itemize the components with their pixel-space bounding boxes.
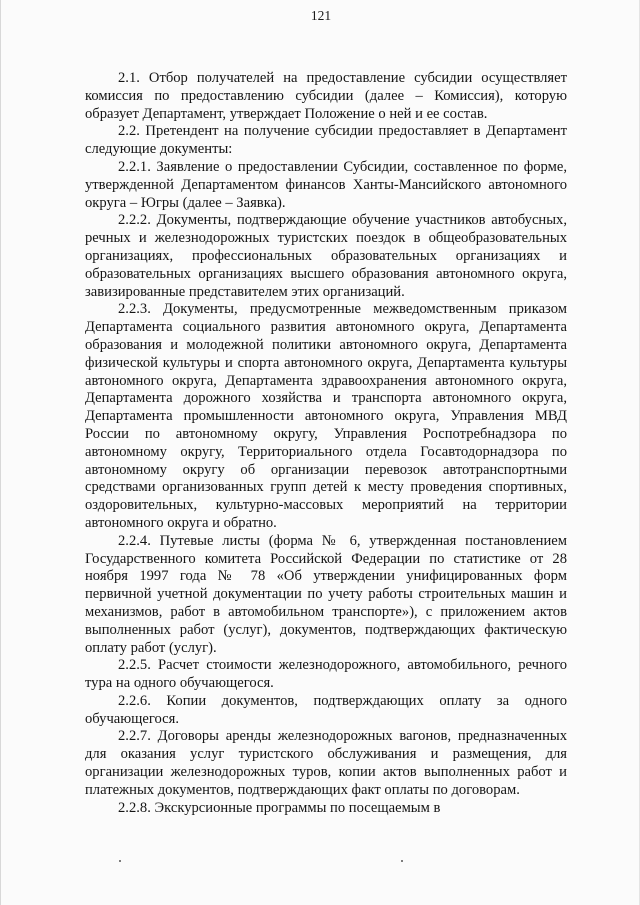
- paragraph-2-2-2: 2.2.2. Документы, подтверждающие обучение участников автобусных, речных и железнодорожных туристских поездок в общеобразовательных организациях, профессиональных образовательных организациях и образовательных организациях высшего образования автономного округа, завизированные представителем этих организаций.: [85, 212, 567, 300]
- paragraph-2-2-8: 2.2.8. Экскурсионные программы по посещаемым в: [118, 799, 441, 816]
- paragraph-2-2: 2.2. Претендент на получение субсидии предоставляет в Департамент следующие документы:: [85, 123, 567, 158]
- paragraph-2-2-7: 2.2.7. Договоры аренды железнодорожных вагонов, предназначенных для оказания услуг туристского обслуживания и размещения, для организации железнодорожных туров, копии актов выполненных работ и платежных документов, подтверждающих факт оплаты по договорам.: [85, 728, 567, 798]
- scan-speck: [401, 860, 403, 862]
- document-body: [85, 70, 567, 817]
- paragraph-2-2-4: 2.2.4. Путевые листы (форма № 6, утвержденная постановлением Государственного комитета Российской Федерации по статистике от 28 ноября 1997 года № 78 «Об утверждении унифицированных форм первичной учетной документации по учету работы строительных машин и механизмов, работ в автомобильном транспорте»), с приложением актов выполненных работ (услуг), документов, подтверждающих фактическую оплату работ (услуг).: [85, 532, 567, 656]
- paragraph-2-2-1: 2.2.1. Заявление о предоставлении Субсидии, составленное по форме, утвержденной Департаментом финансов Ханты-Мансийского автономного округа – Югры (далее – Заявка).: [85, 158, 567, 211]
- paragraph-2-2-3: 2.2.3. Документы, предусмотренные межведомственным приказом Департамента социального развития автономного округа, Департамента образования и молодежной политики автономного округа, Департамента физической культуры и спорта автономного округа, Департамента культуры автономного округа, Департамента здравоохранения автономного округа, Департамента дорожного хозяйства и транспорта автономного округа, Департамента промышленности автономного округа, Управления МВД России по автономному округу, Управления Роспотребнадзора по автономному округу, Территориального отдела Госавтодорнадзора по автономному округу об организации перевозок автотранспортными средствами организованных групп детей к месту проведения спортивных, оздоровительных, культурно-массовых мероприятий на территории автономного округа и обратно.: [85, 301, 567, 531]
- paragraph-2-1: 2.1. Отбор получателей на предоставление субсидии осуществляет комиссия по предоставлению субсидии (далее – Комиссия), которую образует Департамент, утверждает Положение о ней и ее состав.: [85, 70, 567, 122]
- paragraph-2-2-5: 2.2.5. Расчет стоимости железнодорожного, автомобильного, речного тура на одного обучающегося.: [85, 657, 567, 692]
- scan-speck: [119, 860, 121, 862]
- page-number: 121: [310, 8, 332, 23]
- paragraph-2-2-6: 2.2.6. Копии документов, подтверждающих оплату за одного обучающегося.: [85, 692, 567, 727]
